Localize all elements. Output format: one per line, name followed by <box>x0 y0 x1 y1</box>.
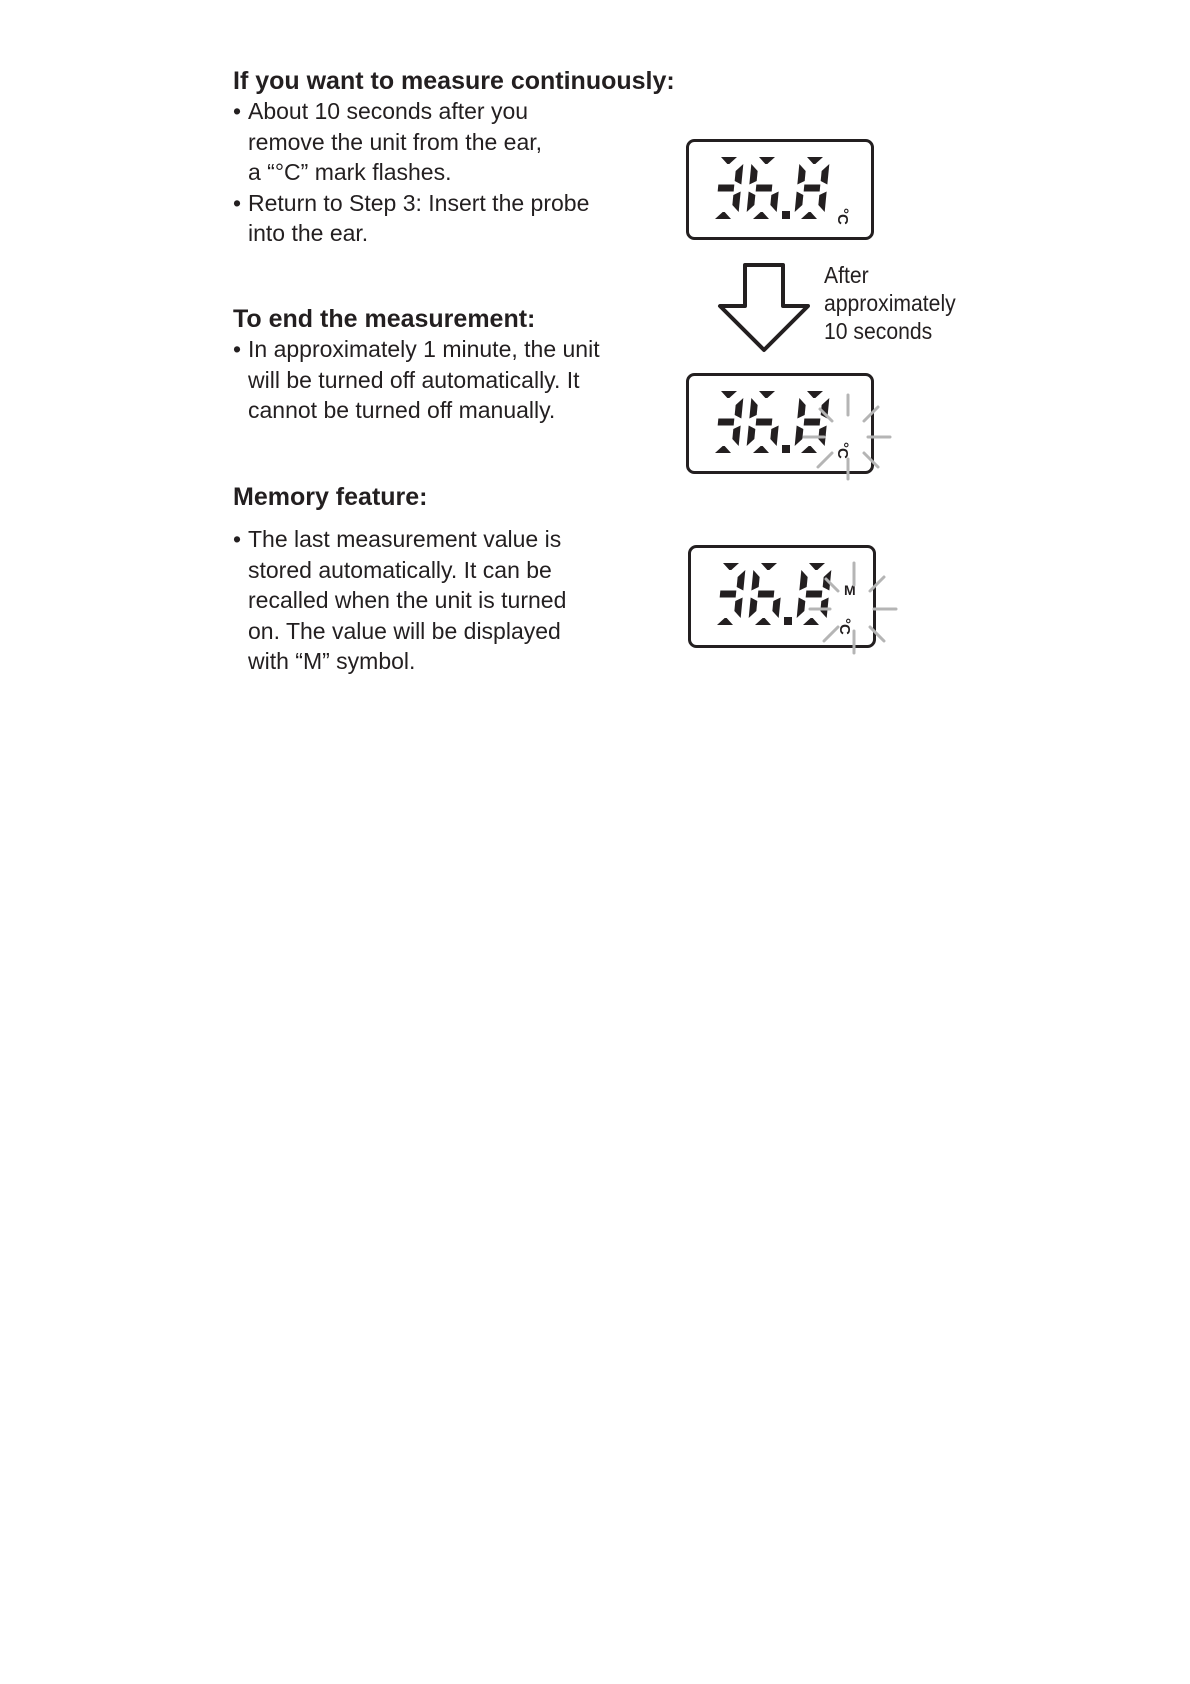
lcd-decimal-point <box>782 445 790 453</box>
bullet-line: into the ear. <box>248 220 369 246</box>
lcd-unit: °C <box>836 618 853 635</box>
lcd-unit: °C <box>834 442 851 459</box>
lcd-display-steady <box>686 139 876 241</box>
bullet-line: stored automatically. It can be <box>248 556 552 583</box>
bullet-item <box>233 334 653 426</box>
section-heading: If you want to measure continuously: <box>233 67 675 95</box>
lcd-decimal-point <box>782 211 790 219</box>
bullet-dot: • <box>233 526 242 552</box>
lcd-segment <box>718 419 735 426</box>
lcd-segment <box>804 185 821 192</box>
down-arrow-icon <box>717 262 813 359</box>
transition-note-line: 10 seconds <box>824 318 933 344</box>
bullet-line: recalled when the unit is turned <box>248 587 567 613</box>
lcd-segment <box>720 591 737 598</box>
section-end-measurement <box>233 304 653 426</box>
bullet-line: About 10 seconds after you <box>248 98 529 124</box>
bullet-dot: • <box>233 189 242 216</box>
section-memory-feature <box>233 482 653 677</box>
bullet-line: a “°C” mark flashes. <box>248 159 452 185</box>
lcd-unit: °C <box>834 208 851 225</box>
lcd-segment <box>806 591 823 598</box>
lcd-display-memory <box>688 545 918 657</box>
bullet-line: remove the unit from the ear, <box>248 128 543 155</box>
lcd-memory-symbol: M <box>844 582 856 598</box>
transition-note-line: approximately <box>824 290 956 316</box>
section-heading: To end the measurement: <box>233 305 536 333</box>
bullet-line: In approximately 1 minute, the unit <box>248 336 600 362</box>
bullet-line: The last measurement value is <box>248 526 562 552</box>
bullet-line: will be turned off automatically. It <box>248 366 580 393</box>
section-heading: Memory feature: <box>233 483 428 511</box>
bullet-line: Return to Step 3: Insert the probe <box>248 189 590 216</box>
bullet-line: cannot be turned off manually. <box>248 397 556 423</box>
bullet-item <box>233 524 653 677</box>
lcd-decimal-point <box>784 617 792 625</box>
lcd-segment <box>758 591 775 598</box>
bullet-line: with “M” symbol. <box>248 648 416 674</box>
transition-note <box>824 261 956 345</box>
section-measure-continuously <box>233 66 675 249</box>
lcd-display-flashing <box>686 373 916 485</box>
lcd-segment <box>756 185 773 192</box>
lcd-segment <box>756 419 773 426</box>
bullet-dot: • <box>233 98 242 124</box>
bullet-dot: • <box>233 336 242 362</box>
lcd-segment <box>718 185 735 192</box>
bullet-item <box>233 96 653 188</box>
bullet-item <box>233 188 653 249</box>
transition-note-line: After <box>824 262 869 288</box>
bullet-line: on. The value will be displayed <box>248 617 561 644</box>
lcd-segment <box>804 419 821 426</box>
